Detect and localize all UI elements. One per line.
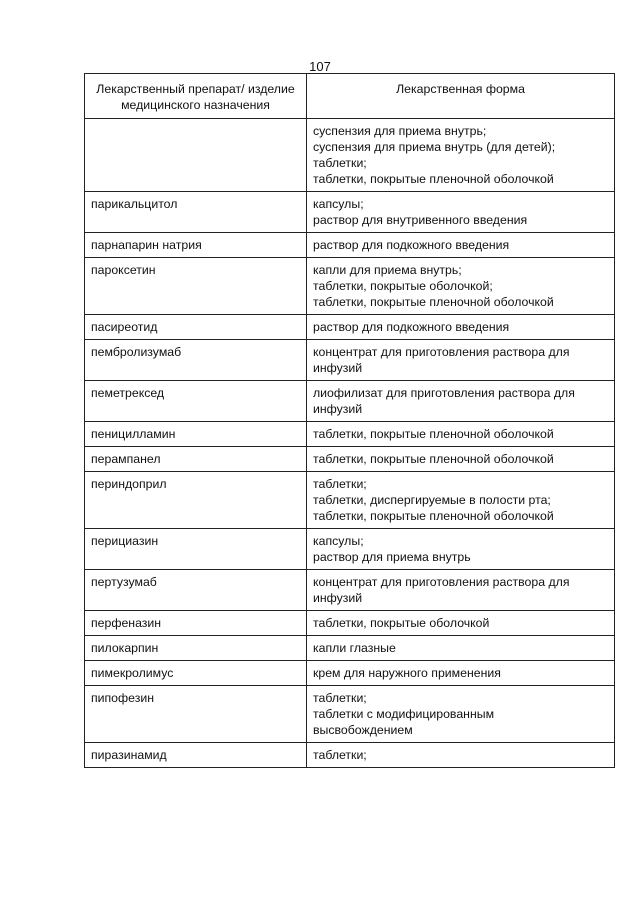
drug-name: перициазин bbox=[91, 534, 159, 548]
drug-name-cell bbox=[85, 686, 307, 743]
dosage-form-cell bbox=[307, 570, 615, 611]
drug-name: перфеназин bbox=[91, 616, 162, 630]
drug-name: пимекролимус bbox=[91, 666, 174, 680]
drug-name-cell bbox=[85, 611, 307, 636]
dosage-form-cell bbox=[307, 611, 615, 636]
drug-name-cell bbox=[85, 192, 307, 233]
page-number: 107 bbox=[309, 59, 331, 74]
table-row bbox=[85, 233, 615, 258]
dosage-form-cell bbox=[307, 686, 615, 743]
drug-name: пеницилламин bbox=[91, 427, 176, 441]
drug-name-cell bbox=[85, 381, 307, 422]
dosage-form-line: раствор для приема внутрь bbox=[313, 550, 471, 564]
header-drug: Лекарственный препарат/ изделие медицинского назначения bbox=[85, 74, 307, 119]
dosage-form-cell bbox=[307, 119, 615, 192]
drug-name-cell bbox=[85, 258, 307, 315]
dosage-form-line: лиофилизат для приготовления раствора для bbox=[313, 386, 575, 400]
dosage-form-line: таблетки, покрытые пленочной оболочкой bbox=[313, 509, 554, 523]
dosage-form-line: инфузий bbox=[313, 361, 363, 375]
dosage-form-line: высвобождением bbox=[313, 723, 413, 737]
drug-name: пасиреотид bbox=[91, 320, 158, 334]
table-header-row bbox=[85, 74, 615, 119]
drug-name: пертузумаб bbox=[91, 575, 157, 589]
dosage-form-line: инфузий bbox=[313, 591, 363, 605]
drug-name-cell bbox=[85, 233, 307, 258]
dosage-form-line: таблетки, покрытые оболочкой bbox=[313, 616, 490, 630]
dosage-form-line: суспензия для приема внутрь; bbox=[313, 124, 487, 138]
dosage-form-cell bbox=[307, 422, 615, 447]
drug-name: пипофезин bbox=[91, 691, 155, 705]
dosage-form-line: таблетки, диспергируемые в полости рта; bbox=[313, 493, 551, 507]
table-row bbox=[85, 743, 615, 768]
dosage-form-line: таблетки, покрытые пленочной оболочкой bbox=[313, 427, 554, 441]
drug-name-cell bbox=[85, 315, 307, 340]
dosage-form-line: капли для приема внутрь; bbox=[313, 263, 462, 277]
dosage-form-line: капсулы; bbox=[313, 197, 364, 211]
dosage-form-cell bbox=[307, 529, 615, 570]
dosage-form-cell bbox=[307, 340, 615, 381]
dosage-form-line: капсулы; bbox=[313, 534, 364, 548]
table-body bbox=[85, 119, 615, 768]
drug-name-cell bbox=[85, 743, 307, 768]
drug-name-cell bbox=[85, 661, 307, 686]
table-row bbox=[85, 258, 615, 315]
drug-name: пеметрексед bbox=[91, 386, 165, 400]
drug-name: пембролизумаб bbox=[91, 345, 182, 359]
dosage-form-cell bbox=[307, 472, 615, 529]
drug-name-cell bbox=[85, 119, 307, 192]
table-row bbox=[85, 686, 615, 743]
table-row bbox=[85, 529, 615, 570]
table-row bbox=[85, 381, 615, 422]
dosage-form-line: таблетки; bbox=[313, 748, 367, 762]
drug-name: пилокарпин bbox=[91, 641, 159, 655]
dosage-form-line: суспензия для приема внутрь (для детей); bbox=[313, 140, 556, 154]
dosage-form-line: раствор для подкожного введения bbox=[313, 320, 510, 334]
table-row bbox=[85, 422, 615, 447]
dosage-form-cell bbox=[307, 192, 615, 233]
dosage-form-line: таблетки; bbox=[313, 156, 367, 170]
dosage-form-line: таблетки с модифицированным bbox=[313, 707, 495, 721]
dosage-form-cell bbox=[307, 315, 615, 340]
drug-name-cell bbox=[85, 447, 307, 472]
drug-name-cell bbox=[85, 636, 307, 661]
table-row bbox=[85, 570, 615, 611]
drug-name: пиразинамид bbox=[91, 748, 167, 762]
header-form: Лекарственная форма bbox=[307, 74, 615, 119]
drug-name: пароксетин bbox=[91, 263, 156, 277]
drug-name-cell bbox=[85, 472, 307, 529]
drug-forms-table bbox=[84, 73, 615, 768]
drug-name-cell bbox=[85, 570, 307, 611]
dosage-form-cell bbox=[307, 258, 615, 315]
dosage-form-line: таблетки, покрытые оболочкой; bbox=[313, 279, 493, 293]
dosage-form-line: таблетки; bbox=[313, 477, 367, 491]
drug-name: периндоприл bbox=[91, 477, 167, 491]
table-row bbox=[85, 315, 615, 340]
dosage-form-cell bbox=[307, 636, 615, 661]
table-row bbox=[85, 340, 615, 381]
drug-name-cell bbox=[85, 340, 307, 381]
dosage-form-cell bbox=[307, 661, 615, 686]
dosage-form-line: крем для наружного применения bbox=[313, 666, 501, 680]
dosage-form-line: таблетки; bbox=[313, 691, 367, 705]
table-row bbox=[85, 661, 615, 686]
table-row bbox=[85, 611, 615, 636]
dosage-form-line: инфузий bbox=[313, 402, 363, 416]
dosage-form-line: раствор для внутривенного введения bbox=[313, 213, 528, 227]
dosage-form-line: таблетки, покрытые пленочной оболочкой bbox=[313, 172, 554, 186]
dosage-form-line: таблетки, покрытые пленочной оболочкой bbox=[313, 452, 554, 466]
drug-name-cell bbox=[85, 529, 307, 570]
dosage-form-line: концентрат для приготовления раствора для bbox=[313, 345, 570, 359]
table-row bbox=[85, 472, 615, 529]
drug-name: перампанел bbox=[91, 452, 161, 466]
dosage-form-line: капли глазные bbox=[313, 641, 396, 655]
dosage-form-cell bbox=[307, 381, 615, 422]
dosage-form-line: концентрат для приготовления раствора для bbox=[313, 575, 570, 589]
drug-name: парнапарин натрия bbox=[91, 238, 202, 252]
dosage-form-cell bbox=[307, 743, 615, 768]
dosage-form-cell bbox=[307, 447, 615, 472]
dosage-form-cell bbox=[307, 233, 615, 258]
table-row bbox=[85, 192, 615, 233]
dosage-form-line: таблетки, покрытые пленочной оболочкой bbox=[313, 295, 554, 309]
table-row bbox=[85, 119, 615, 192]
drug-name: парикальцитол bbox=[91, 197, 178, 211]
table-row bbox=[85, 447, 615, 472]
drug-name-cell bbox=[85, 422, 307, 447]
dosage-form-line: раствор для подкожного введения bbox=[313, 238, 510, 252]
table-row bbox=[85, 636, 615, 661]
